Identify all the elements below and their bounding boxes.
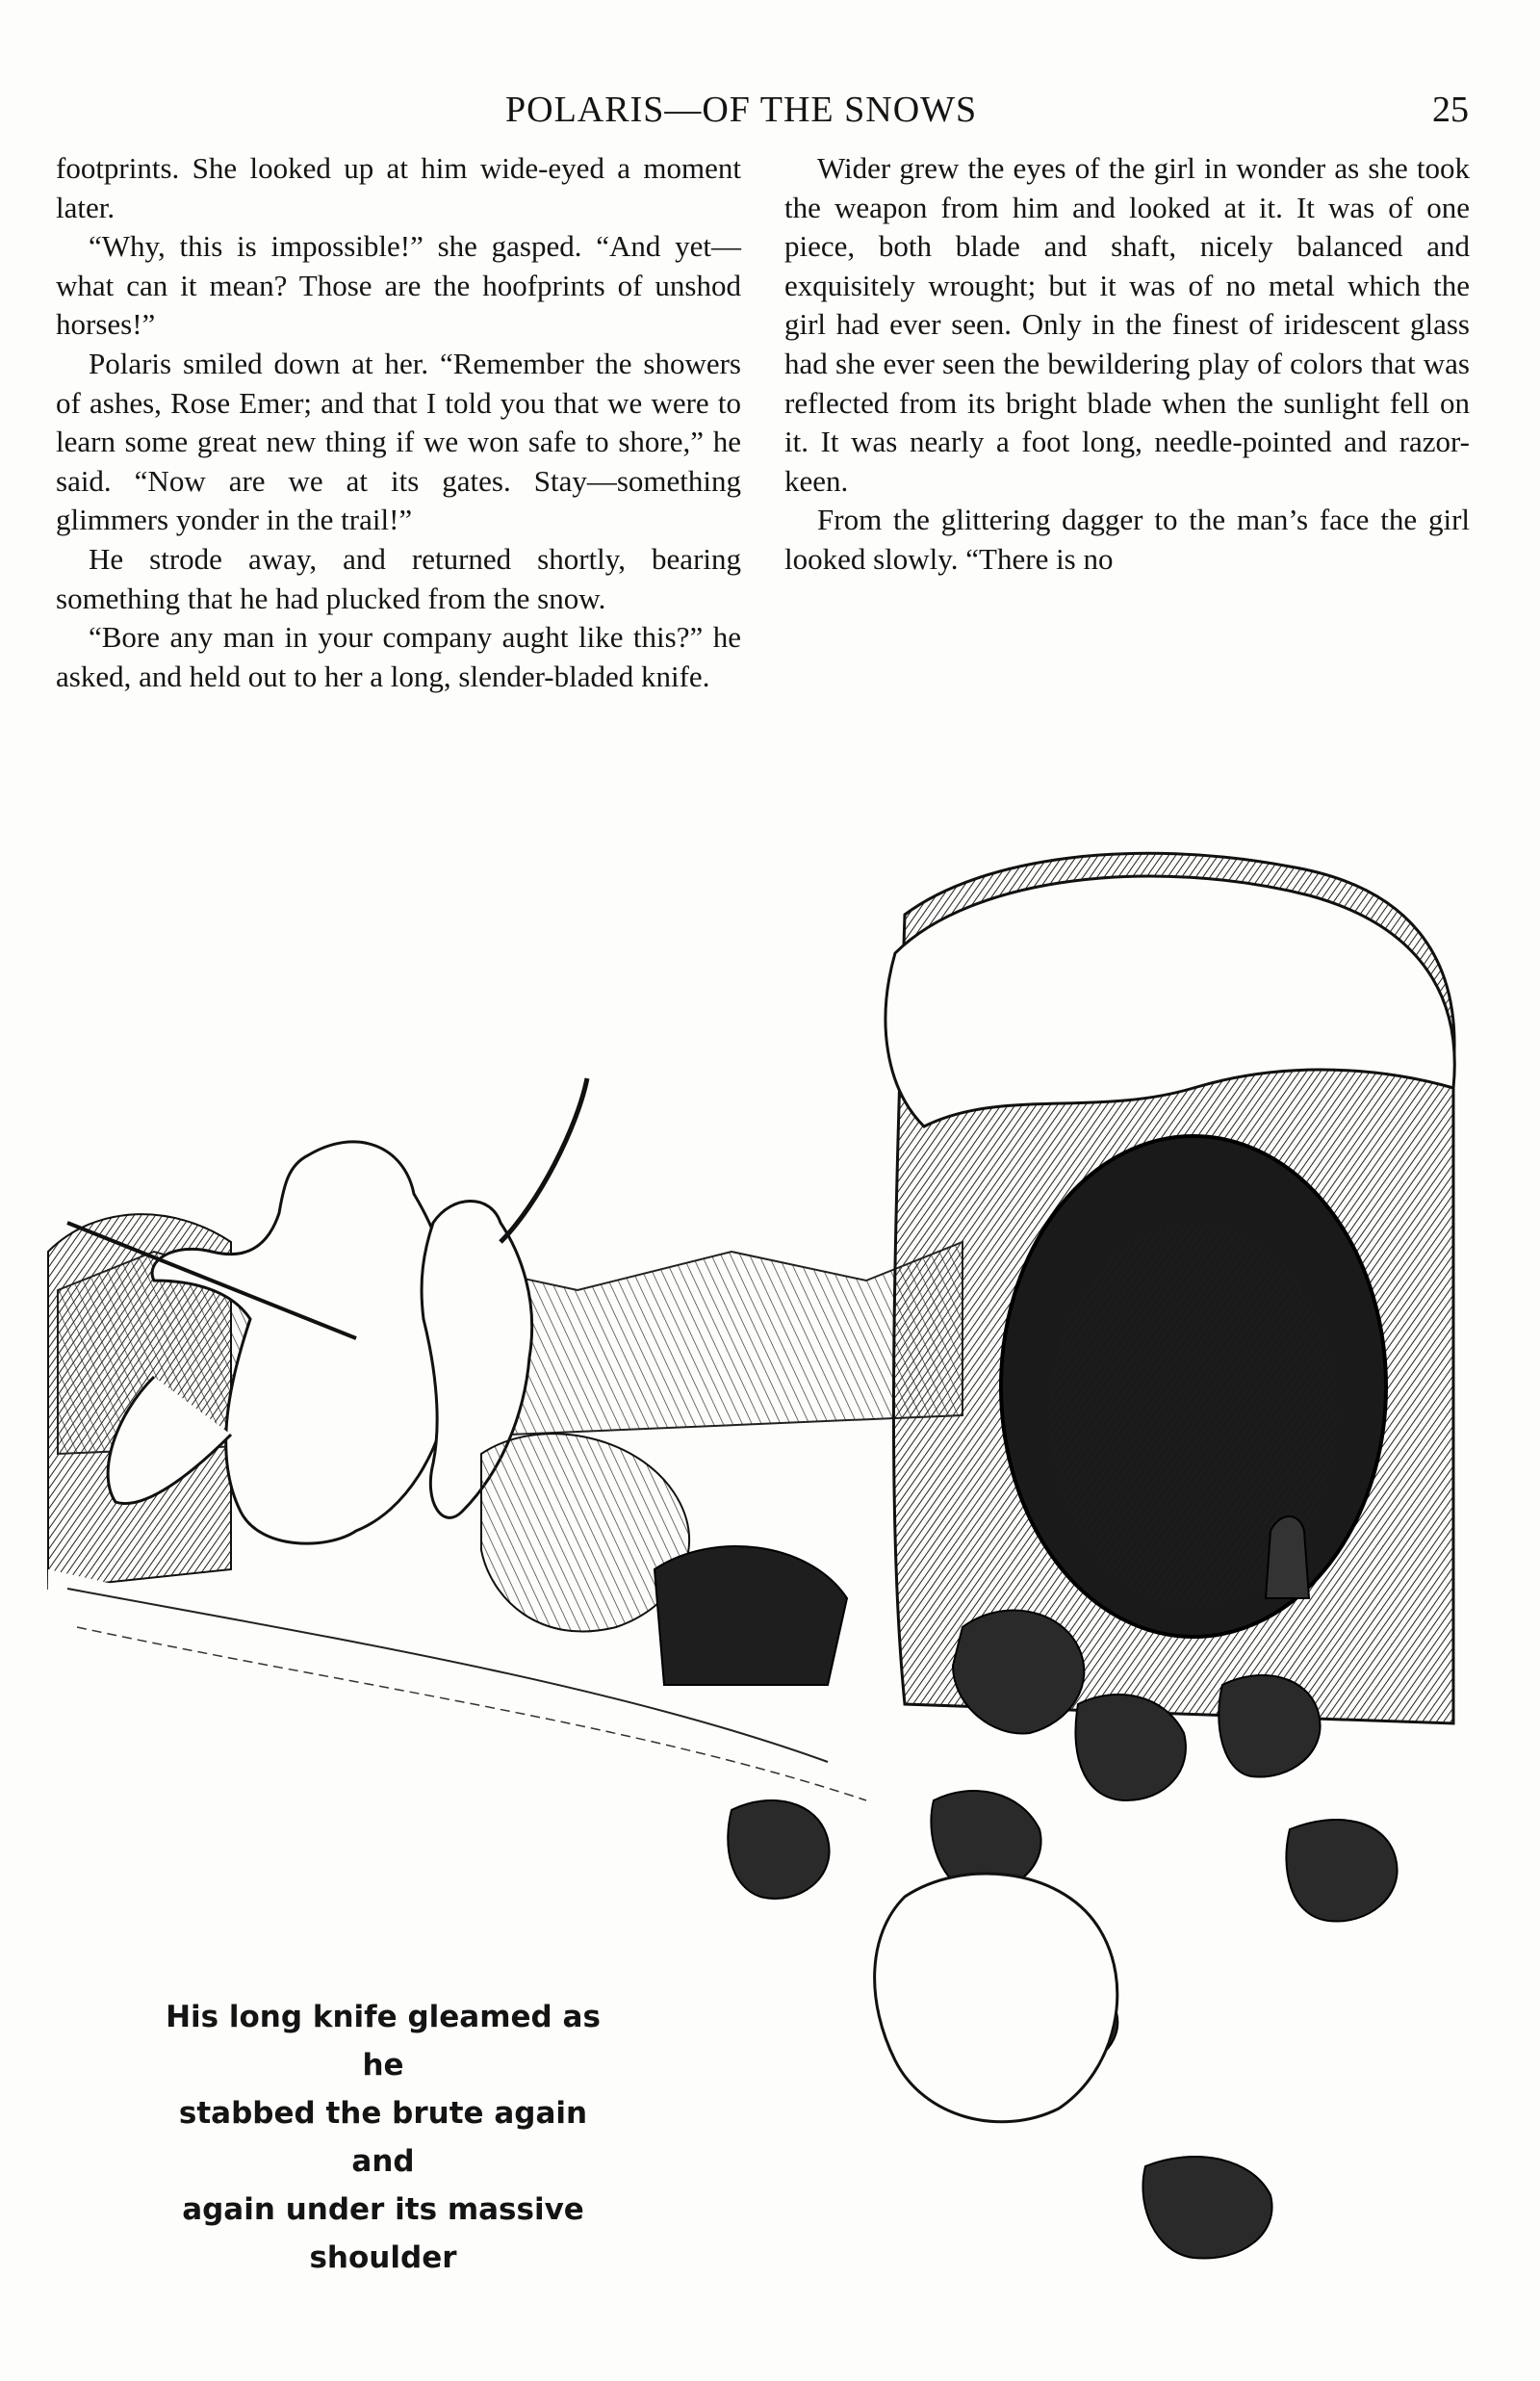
running-title: POLARIS—OF THE SNOWS bbox=[505, 90, 978, 130]
page-header bbox=[0, 89, 1540, 137]
right-text-column bbox=[784, 149, 1470, 580]
distant-figure bbox=[1266, 1516, 1309, 1598]
page-number: 25 bbox=[1432, 90, 1469, 130]
caption-line: His long knife gleamed as he bbox=[166, 2000, 601, 2083]
paragraph: Wider grew the eyes of the girl in wonder as she took the weapon from him and looked at it. It was of one piece, both blade and shaft, nicely balanced and exquisitely wrought; but it was of no metal which the girl had ever seen. Only in the finest of iridescent glass had she ever seen the bewildering play of colors that was reflected from its bright blade when the sunlight fell on it. It was nearly a foot long, needle-pointed and razor-keen. bbox=[784, 151, 1470, 498]
paragraph: footprints. She looked up at him wide-eyed a moment later. bbox=[56, 151, 741, 224]
paragraph: He strode away, and returned shortly, bearing something that he had plucked from the snow. bbox=[56, 541, 741, 615]
paragraph: “Bore any man in your company aught like this?” he asked, and held out to her a long, slender-bladed knife. bbox=[56, 620, 741, 693]
paragraph: From the glittering dagger to the man’s face the girl looked slowly. “There is no bbox=[784, 503, 1470, 576]
illustration-caption bbox=[142, 1993, 624, 2282]
fallen-bear bbox=[875, 1874, 1117, 2122]
caption-line: again under its massive bbox=[182, 2192, 584, 2227]
caption-line: shoulder bbox=[309, 2240, 457, 2275]
paragraph: “Why, this is impossible!” she gasped. “And yet—what can it mean? Those are the hoofprints of unshod horses!” bbox=[56, 229, 741, 342]
caption-line: stabbed the brute again and bbox=[178, 2096, 588, 2179]
left-text-column bbox=[56, 149, 741, 696]
paragraph: Polaris smiled down at her. “Remember the showers of ashes, Rose Emer; and that I told you that we were to learn some great new thing if we won safe to shore,” he said. “Now are we at its gates. Stay—something glimmers yonder in the trail!” bbox=[56, 346, 741, 537]
